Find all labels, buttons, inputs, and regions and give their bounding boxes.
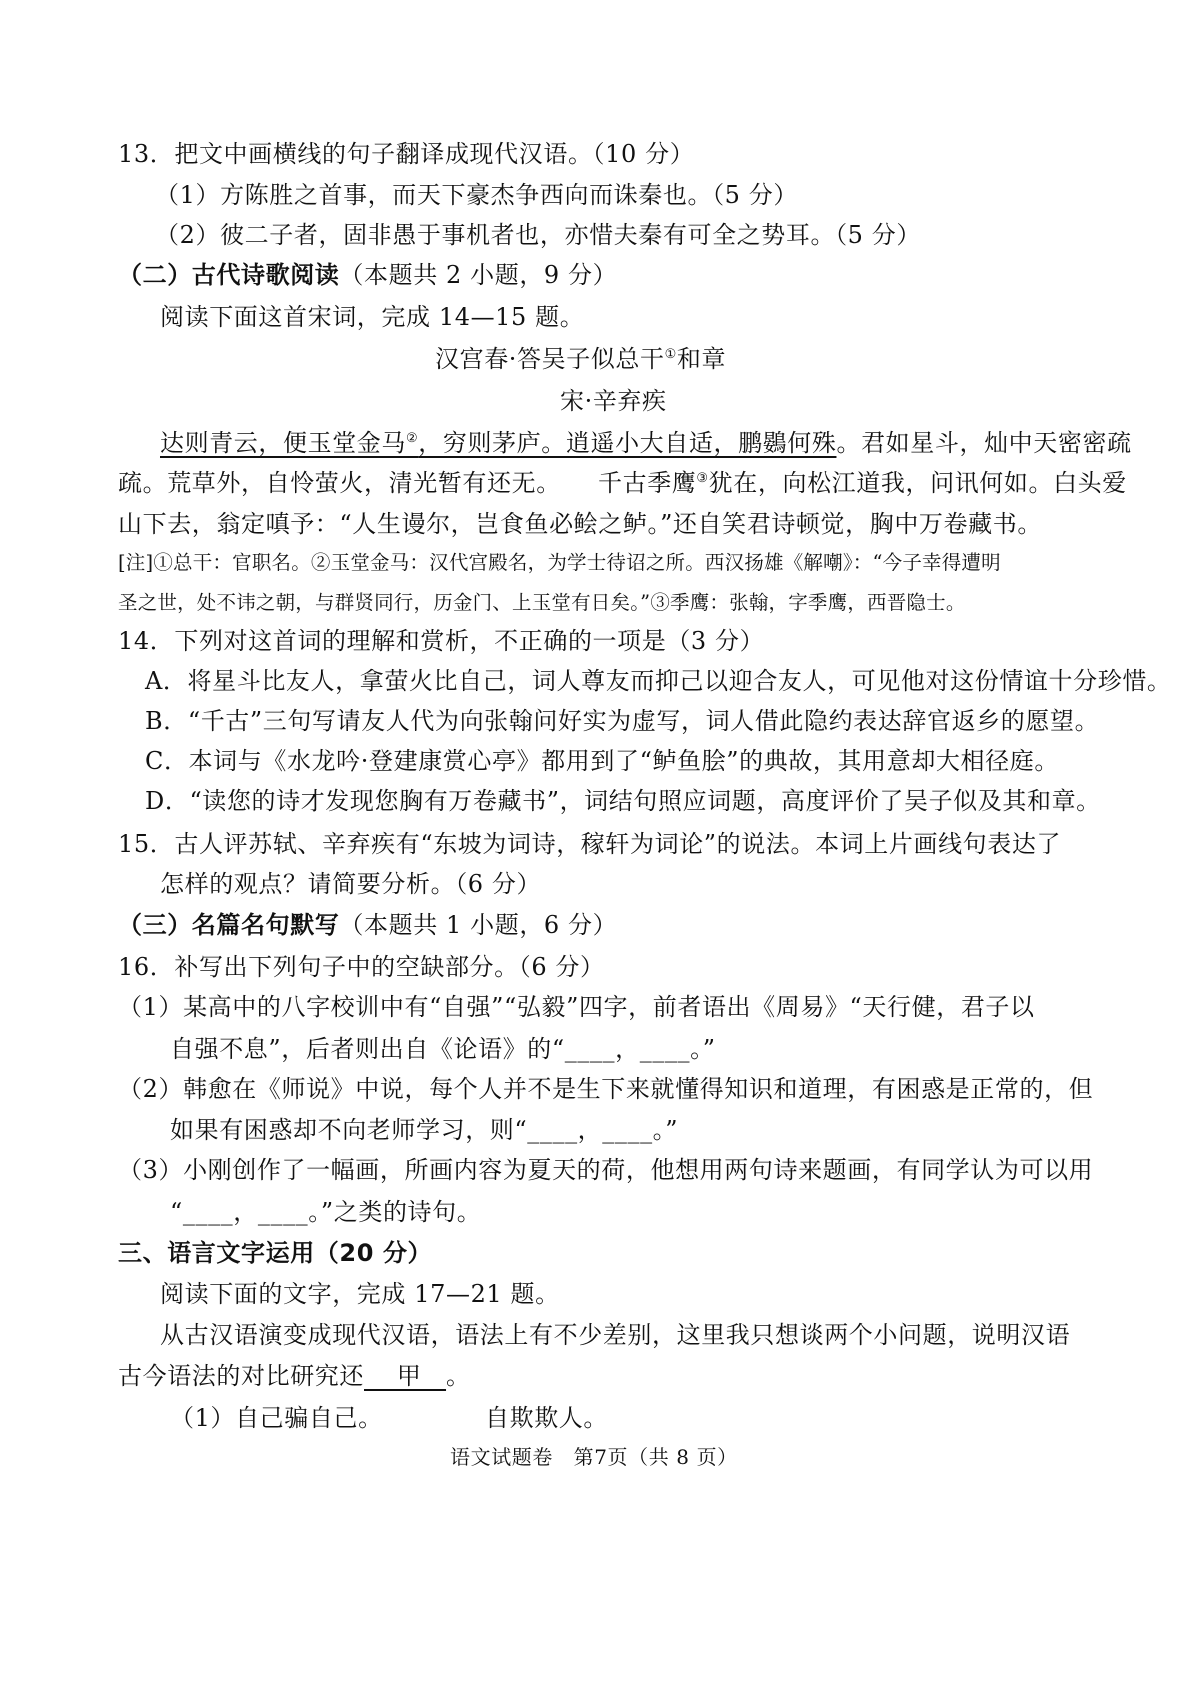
- q13-sub1: （1）方陈胜之首事，而天下豪杰争西向而诛秦也。（5 分）: [155, 181, 798, 209]
- q16-sub3-line-2: “____，____。”之类的诗句。: [170, 1198, 482, 1226]
- poem-title: 汉宫春·答吴子似总干①和章: [435, 345, 727, 373]
- q16-sub2-line-1: （2）韩愈在《师说》中说，每个人并不是生下来就懂得知识和道理，有困惑是正常的，但: [118, 1075, 1094, 1103]
- q13-sub2: （2）彼二子者，固非愚于事机者也，亦惜夫秦有可全之势耳。（5 分）: [155, 221, 921, 249]
- part-3-intro: 阅读下面的文字，完成 17—21 题。: [160, 1280, 560, 1308]
- example-left: （1）自己骗自己。: [170, 1404, 383, 1432]
- poem-author: 宋·辛弃疾: [560, 387, 667, 415]
- part-3-heading: 三、语言文字运用（20 分）: [118, 1239, 433, 1267]
- underlined-sentence: 达则青云，便玉堂金马②，穷则茅庐。逍遥小大自适，鹏鷃何殊: [160, 429, 837, 457]
- q16-sub1-line-1: （1）某高中的八字校训中有“自强”“弘毅”四字，前者语出《周易》“天行健，君子以: [118, 993, 1035, 1021]
- poem-line-2: 疏。荒草外，自怜萤火，清光暂有还无。 千古季鹰③犹在，向松江道我，问讯何如。白头爱: [118, 469, 1127, 497]
- q16-sub3-line-1: （3）小刚创作了一幅画，所画内容为夏天的荷，他想用两句诗来题画，有同学认为可以用: [118, 1156, 1094, 1184]
- section-2-intro: 阅读下面这首宋词，完成 14—15 题。: [160, 303, 585, 331]
- section-2-note: （本题共 2 小题，9 分）: [339, 261, 618, 289]
- q15-line-2: 怎样的观点？请简要分析。（6 分）: [160, 870, 542, 898]
- q15-line-1: 15．古人评苏轼、辛弃疾有“东坡为词诗，稼轩为词论”的说法。本词上片画线句表达了: [118, 830, 1062, 858]
- blank-jia: 甲: [364, 1362, 447, 1390]
- q14-option-d: D．“读您的诗才发现您胸有万卷藏书”，词结句照应词题，高度评价了吴子似及其和章。: [145, 787, 1101, 815]
- q14-stem: 14．下列对这首词的理解和赏析，不正确的一项是（3 分）: [118, 627, 765, 655]
- poem-note-2: 圣之世，处不讳之朝，与群贤同行，历金门、上玉堂有日矣。”③季鹰：张翰，字季鹰，西晋隐士。: [118, 591, 966, 614]
- q14-option-c: C．本词与《水龙吟·登建康赏心亭》都用到了“鲈鱼脍”的典故，其用意却大相径庭。: [145, 747, 1059, 775]
- q16-stem: 16．补写出下列句子中的空缺部分。（6 分）: [118, 953, 605, 981]
- poem-note-1: [注]①总干：官职名。②玉堂金马：汉代宫殿名，为学士待诏之所。西汉扬雄《解嘲》：“今子幸得遭明: [118, 551, 1001, 574]
- section-2-title: （二）古代诗歌阅读: [118, 261, 340, 289]
- q16-sub1-line-2: 自强不息”，后者则出自《论语》的“____，____。”: [170, 1035, 716, 1063]
- poem-line-1: 达则青云，便玉堂金马②，穷则茅庐。逍遥小大自适，鹏鷃何殊。君如星斗，灿中天密密疏: [160, 429, 1132, 457]
- section-3-heading: [118, 908, 617, 942]
- passage-line-2: 古今语法的对比研究还 甲 。: [118, 1362, 471, 1390]
- poem-line-3: 山下去，翁定嗔予：“人生谩尔，岂食鱼必鲙之鲈。”还自笑君诗顿觉，胸中万卷藏书。: [118, 510, 1042, 538]
- passage-line-1: 从古汉语演变成现代汉语，语法上有不少差别，这里我只想谈两个小问题，说明汉语: [160, 1321, 1071, 1349]
- page-footer: 语文试题卷 第7页（共 8 页）: [450, 1445, 738, 1469]
- section-3-note: （本题共 1 小题，6 分）: [339, 911, 618, 939]
- section-3-title: （三）名篇名句默写: [118, 911, 340, 939]
- example-right: 自欺欺人。: [485, 1404, 608, 1432]
- q14-option-b: B．“千古”三句写请友人代为向张翰问好实为虚写，词人借此隐约表达辞官返乡的愿望。: [145, 707, 1100, 735]
- section-2-heading: [118, 258, 617, 292]
- q13-stem: 13．把文中画横线的句子翻译成现代汉语。（10 分）: [118, 140, 695, 168]
- q14-option-a: A．将星斗比友人，拿萤火比自己，词人尊友而抑己以迎合友人，可见他对这份情谊十分珍惜。: [145, 667, 1172, 695]
- q16-sub2-line-2: 如果有困惑却不向老师学习，则“____，____。”: [170, 1116, 679, 1144]
